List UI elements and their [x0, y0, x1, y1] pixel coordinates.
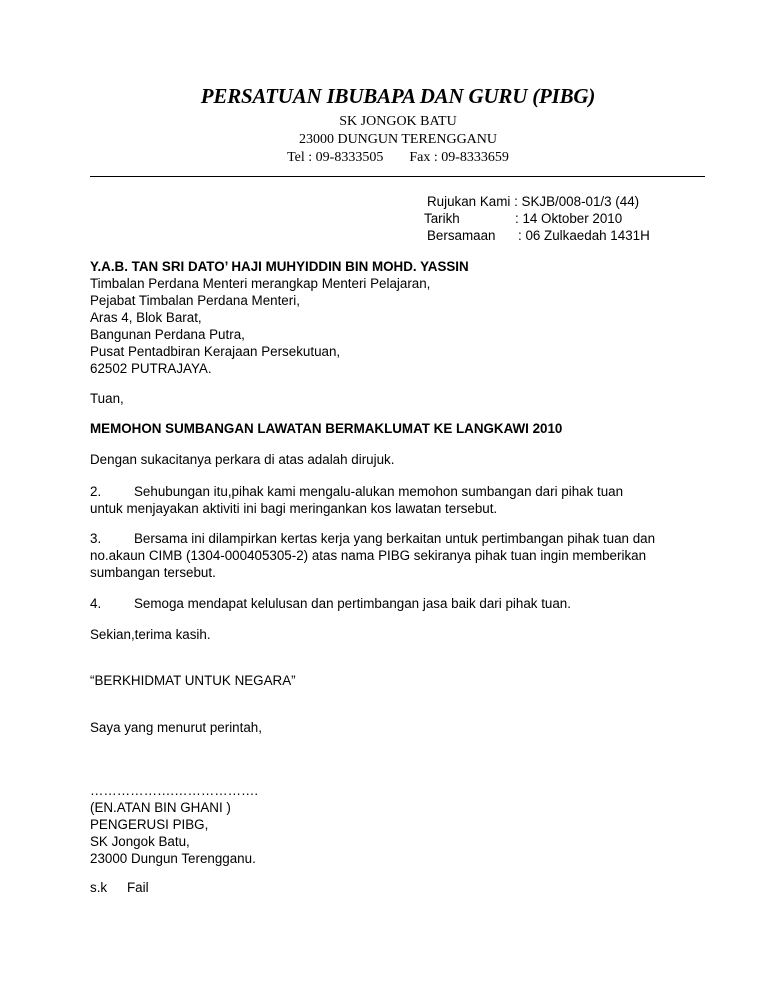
paragraph-number: 4. — [90, 596, 102, 611]
signatory-name: (EN.ATAN BIN GHANI ) — [90, 800, 231, 815]
recipient-line: Pusat Pentadbiran Kerajaan Persekutuan, — [90, 344, 341, 359]
closing-obey: Saya yang menurut perintah, — [90, 720, 262, 735]
hijri-date-row — [422, 227, 650, 244]
paragraph-4-line — [90, 595, 571, 612]
contact-line — [0, 150, 768, 166]
recipient-name: Y.A.B. TAN SRI DATO’ HAJI MUHYIDDIN BIN MOHD. YASSIN — [90, 259, 469, 274]
paragraph-3-line: sumbangan tersebut. — [90, 565, 216, 580]
paragraph-text: Bersama ini dilampirkan kertas kerja yang berkaitan untuk pertimbangan pihak tuan dan — [134, 531, 656, 546]
fax-number: Fax : 09-8333659 — [409, 150, 509, 165]
copy-to-label: s.k — [90, 880, 108, 895]
date-row — [422, 210, 650, 227]
signatory-address: 23000 Dungun Terengganu. — [90, 851, 256, 866]
org-name-heading: PERSATUAN IBUBAPA DAN GURU (PIBG) — [200, 84, 596, 108]
paragraph-2-line: untuk menjayakan aktiviti ini bagi meringankan kos lawatan tersebut. — [90, 501, 498, 516]
reference-block — [422, 193, 650, 244]
paragraph-3-line — [90, 530, 655, 547]
copy-to — [90, 879, 149, 896]
recipient-line: Pejabat Timbalan Perdana Menteri, — [90, 293, 300, 308]
recipient-line: Timbalan Perdana Menteri merangkap Menteri Pelajaran, — [90, 276, 431, 291]
recipient-line: Aras 4, Blok Barat, — [90, 310, 202, 325]
paragraph-text: Sehubungan itu,pihak kami mengalu-alukan memohon sumbangan dari pihak tuan — [134, 484, 624, 499]
subject-heading: MEMOHON SUMBANGAN LAWATAN BERMAKLUMAT KE LANGKAWI 2010 — [90, 421, 563, 436]
date-value: : 14 Oktober 2010 — [515, 211, 623, 226]
paragraph-3-line: no.akaun CIMB (1304-000405305-2) atas nama PIBG sekiranya pihak tuan ingin memberikan — [90, 548, 647, 563]
salutation: Tuan, — [90, 391, 124, 406]
recipient-line: 62502 PUTRAJAYA. — [90, 361, 212, 376]
recipient-line: Bangunan Perdana Putra, — [90, 327, 245, 342]
signatory-title: PENGERUSI PIBG, — [90, 817, 209, 832]
paragraph-number: 3. — [90, 531, 102, 546]
tel-number: Tel : 09-8333505 — [287, 150, 384, 165]
signatory-school: SK Jongok Batu, — [90, 834, 190, 849]
school-name: SK JONGOK BATU — [339, 114, 457, 129]
paragraph-number: 2. — [90, 484, 102, 499]
signature-line: ……………….………………. — [90, 783, 259, 798]
paragraph-1: Dengan sukacitanya perkara di atas adalah dirujuk. — [90, 452, 395, 467]
motto: “BERKHIDMAT UNTUK NEGARA” — [90, 673, 296, 688]
reference-number: Rujukan Kami : SKJB/008-01/3 (44) — [427, 194, 640, 209]
copy-to-value: Fail — [127, 880, 149, 895]
paragraph-text: Semoga mendapat kelulusan dan pertimbangan jasa baik dari pihak tuan. — [134, 596, 571, 611]
hijri-date-label: Bersamaan — [427, 228, 496, 243]
closing-thanks: Sekian,terima kasih. — [90, 627, 211, 642]
header-divider — [90, 176, 705, 177]
school-address: 23000 DUNGUN TERENGGANU — [298, 132, 498, 147]
paragraph-2-line — [90, 483, 623, 500]
hijri-date-value: : 06 Zulkaedah 1431H — [518, 228, 650, 243]
date-label: Tarikh — [424, 211, 460, 226]
